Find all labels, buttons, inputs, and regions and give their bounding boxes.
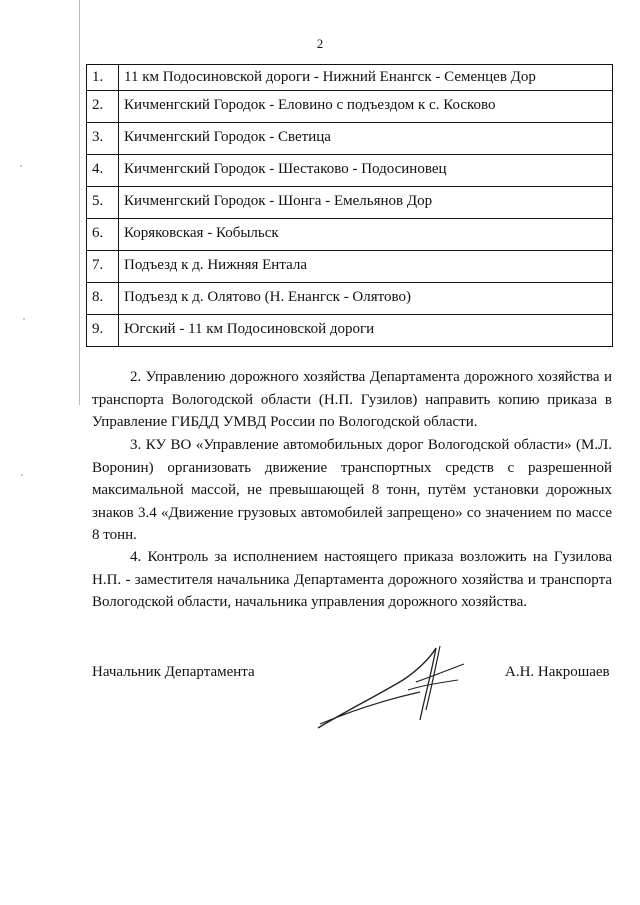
row-number: 7.	[87, 251, 119, 283]
road-name: Коряковская - Кобыльск	[119, 219, 613, 251]
table-row	[87, 155, 613, 187]
paragraph-4: 4. Контроль за исполнением настоящего приказа возложить на Гузилова Н.П. - заместителя начальника Департамента дорожного хозяйства и транспорта Вологодской области, начальника управления дорожного хозяйства.	[92, 549, 612, 610]
row-number: 1.	[87, 65, 119, 91]
table-row	[87, 315, 613, 347]
left-margin-line	[79, 0, 80, 405]
signatory-title: Начальник Департамента	[92, 664, 255, 680]
row-number: 2.	[87, 91, 119, 123]
row-number: 6.	[87, 219, 119, 251]
handwritten-signature	[308, 640, 478, 740]
row-number: 5.	[87, 187, 119, 219]
row-number: 9.	[87, 315, 119, 347]
paragraph-2: 2. Управлению дорожного хозяйства Департамента дорожного хозяйства и транспорта Вологодской области (Н.П. Гузилов) направить копию приказа в Управление ГИБДД УМВД России по Вологодской области.	[92, 369, 612, 430]
road-name: Кичменгский Городок - Светица	[119, 123, 613, 155]
paragraph-3: 3. КУ ВО «Управление автомобильных дорог Вологодской области» (М.Л. Воронин) организовать движение транспортных средств с разрешенной максимальной массой, не превышающей 8 тонн, путём установки дорожных знаков 3.4 «Движение грузовых автомобилей запрещено» со значением по массе 8 тонн.	[92, 437, 612, 543]
road-name: 11 км Подосиновской дороги - Нижний Енангск - Семенцев Дор	[119, 65, 613, 91]
table-row	[87, 91, 613, 123]
row-number: 8.	[87, 283, 119, 315]
table-row	[87, 123, 613, 155]
page-number: 2	[316, 36, 324, 51]
table-row	[87, 65, 613, 91]
signatory-name: А.Н. Накрошаев	[505, 664, 610, 680]
row-number: 4.	[87, 155, 119, 187]
table-row	[87, 251, 613, 283]
table-row	[87, 219, 613, 251]
scan-dot	[20, 165, 22, 167]
road-name: Подъезд к д. Олятово (Н. Енангск - Олятово)	[119, 283, 613, 315]
road-name: Кичменгский Городок - Шестаково - Подосиновец	[119, 155, 613, 187]
road-list-table	[86, 64, 613, 347]
road-name: Югский - 11 км Подосиновской дороги	[119, 315, 613, 347]
scan-dot	[21, 474, 23, 476]
table-row	[87, 283, 613, 315]
scan-dot	[23, 318, 25, 320]
row-number: 3.	[87, 123, 119, 155]
table-row	[87, 187, 613, 219]
road-name: Кичменгский Городок - Еловино с подъездом к с. Косково	[119, 91, 613, 123]
road-name: Кичменгский Городок - Шонга - Емельянов Дор	[119, 187, 613, 219]
road-name: Подъезд к д. Нижняя Ентала	[119, 251, 613, 283]
